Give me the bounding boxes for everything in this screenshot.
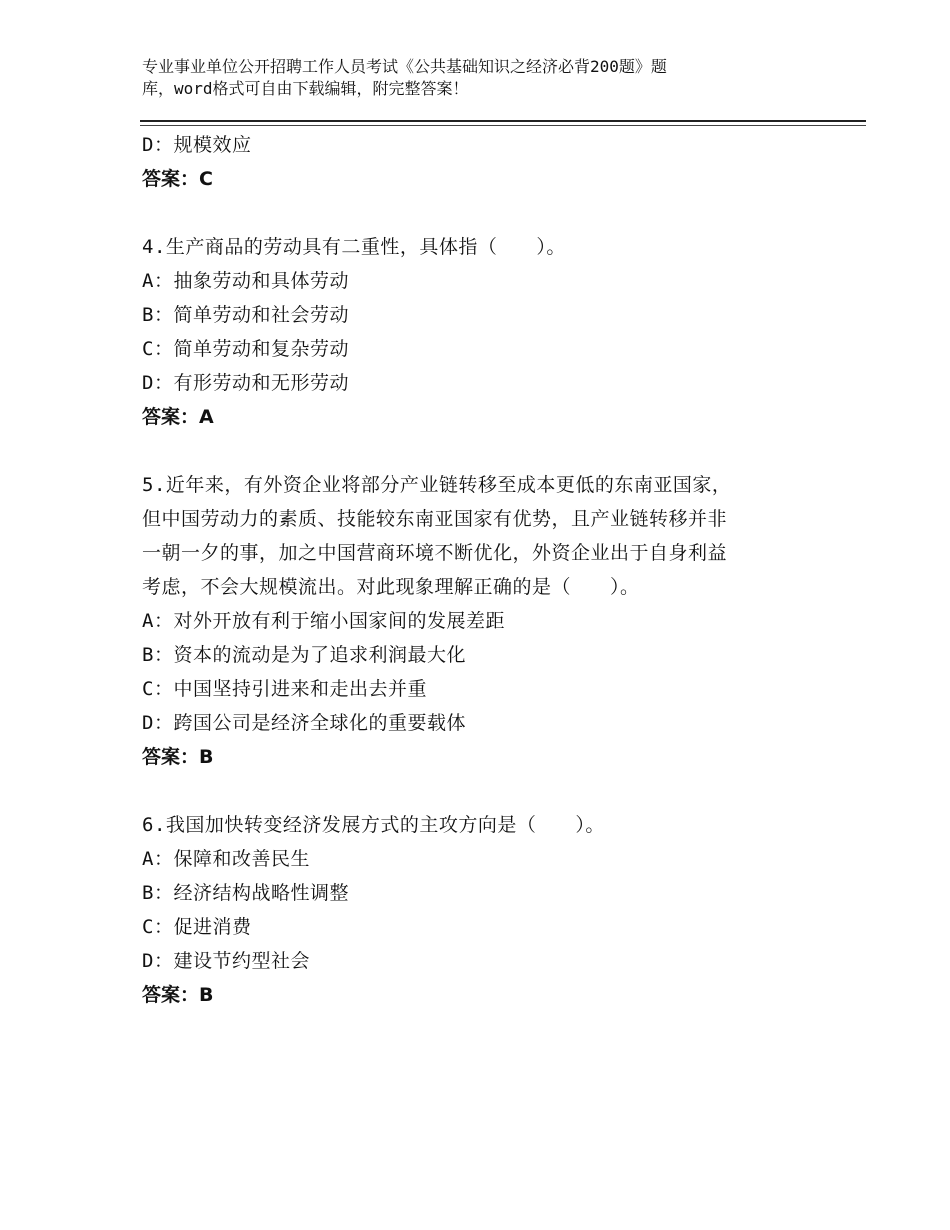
option-d: D：建设节约型社会 [142,950,310,972]
option-a: A：对外开放有利于缩小国家间的发展差距 [142,610,505,632]
question-5 [142,468,842,774]
option-b: B：经济结构战略性调整 [142,882,349,904]
question-content [142,128,842,1012]
option-d: D：跨国公司是经济全球化的重要载体 [142,712,466,734]
answer-label: 答案：A [142,406,214,428]
option-c: C：中国坚持引进来和走出去并重 [142,678,427,700]
question-stem-line-4: 考虑，不会大规模流出。对此现象理解正确的是（ ）。 [142,576,640,598]
question-stem-line-3: 一朝一夕的事，加之中国营商环境不断优化，外资企业出于自身利益 [142,542,728,564]
spacer [142,434,842,468]
header-title-line-2: 库，word格式可自由下载编辑，附完整答案！ [142,79,469,98]
option-c: C：促进消费 [142,916,252,938]
spacer [142,196,842,230]
answer-label: 答案：B [142,746,214,768]
question-stem: 4.生产商品的劳动具有二重性，具体指（ ）。 [142,236,566,258]
answer-label: 答案：C [142,168,213,190]
option-a: A：抽象劳动和具体劳动 [142,270,349,292]
question-stem: 6.我国加快转变经济发展方式的主攻方向是（ ）。 [142,814,605,836]
header-rule-thick [140,120,866,122]
option-c: C：简单劳动和复杂劳动 [142,338,349,360]
document-header [142,56,782,100]
option-b: B：简单劳动和社会劳动 [142,304,349,326]
question-6 [142,808,842,1012]
option-d: D：规模效应 [142,134,252,156]
question-stem-line-1: 5.近年来，有外资企业将部分产业链转移至成本更低的东南亚国家， [142,474,732,496]
question-stem-line-2: 但中国劳动力的素质、技能较东南亚国家有优势，且产业链转移并非 [142,508,728,530]
header-title-line-1: 专业事业单位公开招聘工作人员考试《公共基础知识之经济必背200题》题 [142,57,667,76]
option-a: A：保障和改善民生 [142,848,310,870]
option-d: D：有形劳动和无形劳动 [142,372,349,394]
option-b: B：资本的流动是为了追求利润最大化 [142,644,466,666]
question-3-tail [142,128,842,196]
question-4 [142,230,842,434]
spacer [142,774,842,808]
header-rule-thin [140,125,866,126]
answer-label: 答案：B [142,984,214,1006]
